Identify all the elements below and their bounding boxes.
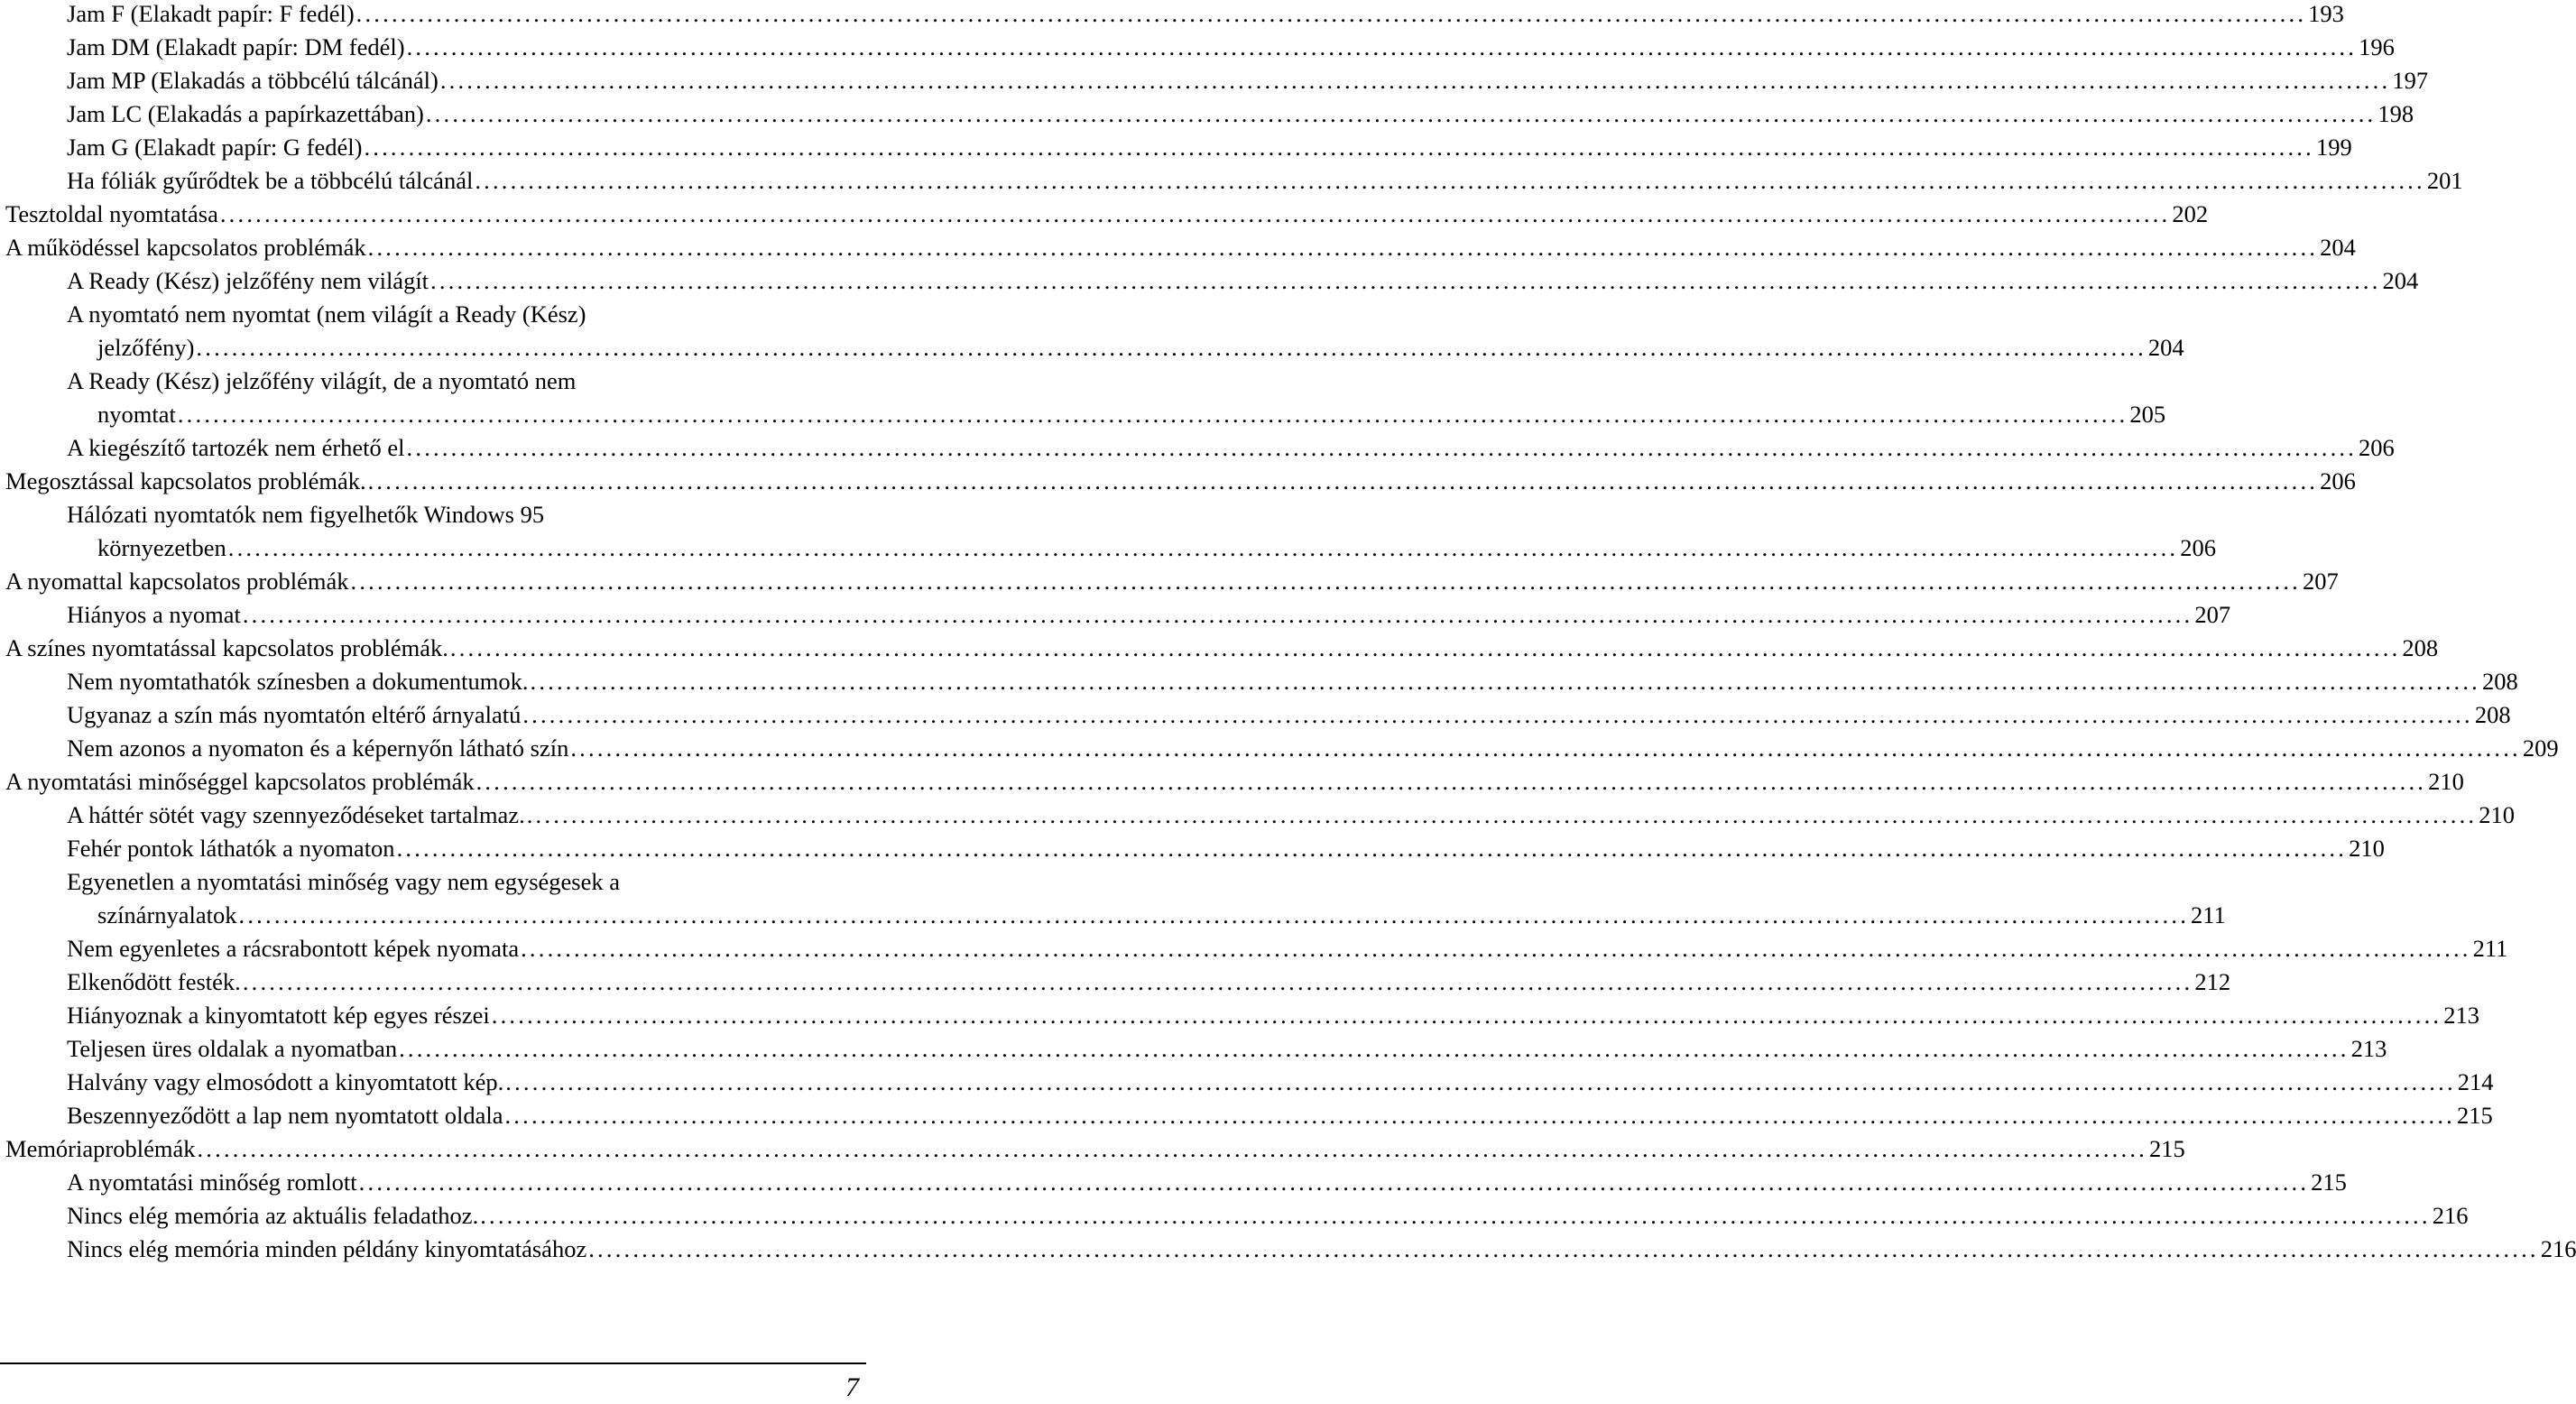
toc-entry: [5, 799, 2515, 832]
toc-entry: [5, 565, 2339, 598]
page-number: 7: [845, 1372, 859, 1402]
toc-entry: [5, 999, 2479, 1032]
toc-entry-page: 204: [2382, 267, 2419, 294]
toc-entry-title: környezetben: [97, 534, 226, 561]
toc-entry-page: 206: [2320, 467, 2356, 494]
toc-leader-dots: ............................................................................................................................................................................................................................: [475, 768, 2427, 795]
toc-entry-title: nyomtat: [97, 401, 176, 428]
toc-entry: [5, 1032, 2387, 1066]
toc-entry-title: Egyenetlen a nyomtatási minőség vagy nem egységesek a: [67, 868, 620, 895]
toc-leader-dots: ............................................................................................................................................................................................................................: [177, 401, 2128, 428]
toc-leader-dots: ............................................................................................................................................................................................................................: [505, 1068, 2456, 1095]
toc-entry-line: [5, 865, 836, 899]
toc-entry: [5, 431, 2395, 465]
toc-entry-page: 198: [2377, 100, 2414, 127]
toc-entry-line: [5, 498, 836, 531]
toc-entry-page: 206: [2359, 434, 2395, 461]
toc-entry-page: 213: [2443, 1002, 2479, 1029]
toc-entry-title: Jam F (Elakadt papír: F fedél): [67, 0, 355, 27]
toc-entry-title: Ugyanaz a szín más nyomtatón eltérő árnyalatú: [67, 701, 522, 728]
toc-leader-dots: ............................................................................................................................................................................................................................: [355, 0, 2307, 27]
toc-entry-title: Memóriaproblémák: [5, 1135, 196, 1162]
toc-leader-dots: ............................................................................................................................................................................................................................: [242, 601, 2193, 628]
toc-entry: [5, 732, 2559, 765]
toc-leader-dots: ............................................................................................................................................................................................................................: [367, 234, 2319, 261]
toc-leader-dots: ............................................................................................................................................................................................................................: [425, 100, 2377, 127]
toc-entry-title: Hiányoznak a kinyomtatott kép egyes részei: [67, 1002, 490, 1029]
toc-entry-page: 210: [2349, 835, 2385, 862]
toc-entry: [5, 1132, 2185, 1166]
toc-entry-page: 201: [2426, 167, 2463, 194]
toc-entry-title: Teljesen üres oldalak a nyomatban: [67, 1035, 398, 1062]
toc-entry: [5, 465, 2356, 498]
toc-entry-line: [5, 365, 836, 398]
toc-entry-title: A nyomattal kapcsolatos problémák: [5, 568, 349, 595]
toc-leader-dots: ............................................................................................................................................................................................................................: [364, 134, 2314, 161]
toc-entry: [5, 1199, 2469, 1233]
toc-entry-title: A Ready (Kész) jelzőfény világít, de a nyomtató nem: [67, 367, 577, 394]
toc-entry-page: 204: [2147, 334, 2184, 361]
toc-entry-title: Nem nyomtathatók színesben a dokumentumok.: [67, 668, 529, 695]
toc-leader-dots: ............................................................................................................................................................................................................................: [242, 968, 2193, 995]
toc-entry: [5, 598, 2231, 632]
toc-entry-page: 212: [2194, 968, 2231, 995]
toc-entry-title: A működéssel kapcsolatos problémák: [5, 234, 366, 261]
toc-entry-title: színárnyalatok: [97, 901, 237, 928]
toc-entry: [5, 198, 2209, 231]
toc-entry-page: 211: [2191, 901, 2226, 928]
toc-leader-dots: ............................................................................................................................................................................................................................: [358, 1168, 2310, 1196]
toc-entry-title: A háttér sötét vagy szennyeződéseket tartalmaz.: [67, 801, 525, 828]
toc-entry: [5, 965, 2231, 999]
toc-entry-page: 205: [2129, 401, 2166, 428]
toc-entry-page: 213: [2350, 1035, 2387, 1062]
toc-leader-dots: ............................................................................................................................................................................................................................: [196, 334, 2147, 361]
toc-entry-title: Halvány vagy elmosódott a kinyomtatott kép.: [67, 1068, 504, 1095]
toc-entry-page: 199: [2315, 134, 2352, 161]
toc-entry-title: Megosztással kapcsolatos problémák.: [5, 467, 366, 494]
toc-entry-page: 215: [2311, 1168, 2347, 1196]
toc-entry: [5, 1066, 2494, 1099]
toc-leader-dots: ............................................................................................................................................................................................................................: [350, 568, 2301, 595]
toc-entry: [5, 665, 2518, 698]
toc-entry-page: 193: [2308, 0, 2344, 27]
toc-entry-title: Beszennyeződött a lap nem nyomtatott oldala: [67, 1102, 503, 1129]
toc-entry-title: Jam DM (Elakadt papír: DM fedél): [67, 33, 405, 60]
toc-leader-dots: ............................................................................................................................................................................................................................: [521, 935, 2471, 962]
toc-leader-dots: ............................................................................................................................................................................................................................: [227, 534, 2179, 561]
toc-entry-page: 210: [2428, 768, 2464, 795]
toc-entry-page: 207: [2194, 601, 2231, 628]
toc-entry-title: jelzőfény): [97, 334, 195, 361]
toc-entry-title: A nyomtatási minőség romlott: [67, 1168, 357, 1196]
toc-entry-page: 209: [2522, 734, 2559, 762]
toc-entry-line: [5, 398, 2166, 431]
toc-entry-page: 215: [2148, 1135, 2185, 1162]
toc-entry-page: 204: [2320, 234, 2356, 261]
toc-leader-dots: ............................................................................................................................................................................................................................: [406, 33, 2358, 60]
toc-leader-dots: ............................................................................................................................................................................................................................: [430, 267, 2381, 294]
toc-entry-title: Tesztoldal nyomtatása: [5, 200, 218, 227]
toc-entry: [5, 832, 2385, 865]
toc-entry-page: 208: [2474, 701, 2511, 728]
toc-entry-title: Fehér pontok láthatók a nyomaton: [67, 835, 395, 862]
toc-leader-dots: ............................................................................................................................................................................................................................: [526, 801, 2478, 828]
toc-entry-page: 214: [2457, 1068, 2494, 1095]
toc-entry: [5, 164, 2463, 198]
toc-entry-title: Elkenődött festék.: [67, 968, 241, 995]
toc-entry-title: A nyomtatási minőséggel kapcsolatos problémák: [5, 768, 475, 795]
toc-leader-dots: ............................................................................................................................................................................................................................: [197, 1135, 2147, 1162]
toc-entry: [5, 231, 2356, 264]
toc-leader-dots: ............................................................................................................................................................................................................................: [367, 467, 2319, 494]
toc-leader-dots: ............................................................................................................................................................................................................................: [219, 200, 2171, 227]
toc-entry: [5, 1233, 2576, 1266]
toc-leader-dots: ............................................................................................................................................................................................................................: [238, 901, 2190, 928]
toc-entry: [5, 932, 2508, 965]
toc-entry-title: Jam G (Elakadt papír: G fedél): [67, 134, 363, 161]
toc-entry: [5, 1166, 2347, 1199]
toc-entry-page: 210: [2479, 801, 2515, 828]
toc-entry-title: Nincs elég memória minden példány kinyomtatásához: [67, 1235, 587, 1262]
toc-entry-page: 208: [2482, 668, 2518, 695]
toc-entry: [5, 131, 2352, 164]
toc-leader-dots: ............................................................................................................................................................................................................................: [504, 1102, 2455, 1129]
toc-entry: [5, 632, 2439, 665]
toc-entry-title: Nincs elég memória az aktuális feladathoz.: [67, 1202, 479, 1229]
toc-entry-title: A Ready (Kész) jelzőfény nem világít: [67, 267, 429, 294]
toc-entry: [5, 1099, 2493, 1132]
toc-leader-dots: ............................................................................................................................................................................................................................: [449, 634, 2401, 661]
toc-leader-dots: ............................................................................................................................................................................................................................: [475, 167, 2425, 194]
toc-leader-dots: ............................................................................................................................................................................................................................: [480, 1202, 2431, 1229]
toc-entry-page: 215: [2456, 1102, 2493, 1129]
toc-entry-page: 208: [2402, 634, 2439, 661]
toc-entry-title: Jam MP (Elakadás a többcélú tálcánál): [67, 67, 439, 94]
toc-entry-page: 197: [2392, 67, 2429, 94]
toc-entry: [5, 97, 2414, 131]
toc-entry-line: [5, 899, 2226, 932]
toc-entry-title: A nyomtató nem nyomtat (nem világít a Ready (Kész): [67, 300, 586, 328]
toc-entry-title: Nem egyenletes a rácsrabontott képek nyomata: [67, 935, 520, 962]
toc-entry-line: [5, 331, 2184, 365]
toc-entry: [5, 64, 2429, 97]
toc-leader-dots: ............................................................................................................................................................................................................................: [588, 1235, 2539, 1262]
toc-entry-page: 207: [2303, 568, 2339, 595]
toc-entry-title: Hálózati nyomtatók nem figyelhetők Windows 95: [67, 501, 545, 528]
toc-entry-page: 202: [2172, 200, 2209, 227]
toc-leader-dots: ............................................................................................................................................................................................................................: [396, 835, 2348, 862]
toc-leader-dots: ............................................................................................................................................................................................................................: [491, 1002, 2442, 1029]
toc-entry-title: Jam LC (Elakadás a papírkazettában): [67, 100, 424, 127]
toc-entry: [5, 31, 2395, 64]
toc-entry-line: [5, 531, 2216, 565]
toc-entry: [5, 698, 2511, 732]
toc-leader-dots: ............................................................................................................................................................................................................................: [570, 734, 2521, 762]
toc-leader-dots: ............................................................................................................................................................................................................................: [530, 668, 2480, 695]
toc-entry: [5, 264, 2419, 298]
toc-entry-line: [5, 298, 836, 331]
toc-entry: [5, 0, 2344, 31]
toc-leader-dots: ............................................................................................................................................................................................................................: [522, 701, 2473, 728]
toc-entry-title: Nem azonos a nyomaton és a képernyőn látható szín: [67, 734, 569, 762]
toc-entry-page: 206: [2180, 534, 2216, 561]
toc-entry-title: Ha fóliák gyűrődtek be a többcélú tálcánál: [67, 167, 474, 194]
toc-leader-dots: ............................................................................................................................................................................................................................: [439, 67, 2391, 94]
table-of-contents: [5, 0, 2576, 1266]
toc-entry-title: A színes nyomtatással kapcsolatos problémák.: [5, 634, 448, 661]
footer-rule: [0, 1362, 866, 1364]
toc-entry-page: 216: [2432, 1202, 2469, 1229]
toc-leader-dots: ............................................................................................................................................................................................................................: [406, 434, 2358, 461]
toc-entry-title: Hiányos a nyomat: [67, 601, 241, 628]
toc-entry-title: A kiegészítő tartozék nem érhető el: [67, 434, 405, 461]
toc-entry: [5, 765, 2464, 799]
toc-entry-page: 216: [2540, 1235, 2576, 1262]
toc-entry-page: 211: [2472, 935, 2508, 962]
toc-leader-dots: ............................................................................................................................................................................................................................: [399, 1035, 2350, 1062]
toc-entry-page: 196: [2359, 33, 2395, 60]
